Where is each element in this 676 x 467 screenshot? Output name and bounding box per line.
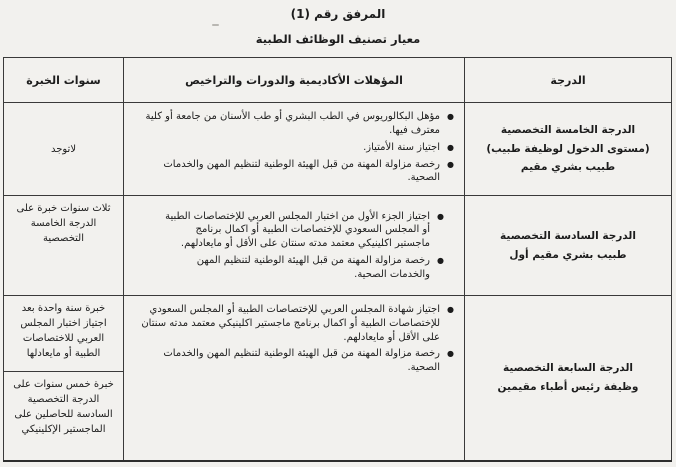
bullet-icon: ● <box>447 112 454 121</box>
bullet-icon: ● <box>437 211 444 221</box>
experience-cell <box>4 196 124 296</box>
grade-cell <box>465 296 672 461</box>
experience-text: خبرة سنة واحدة بعد اجتياز اختبار المجلس العربي للاختصاصات الطبية أو مايعادلها <box>20 303 107 359</box>
classification-table <box>3 57 672 462</box>
qualifications-cell <box>124 296 465 461</box>
header-row <box>4 58 672 103</box>
experience-cell <box>4 103 124 196</box>
qualifications-cell <box>124 196 465 296</box>
table-row <box>4 296 672 372</box>
page-title: المرفق رقم (1) <box>290 7 386 21</box>
list-item <box>158 210 444 251</box>
grade-cell <box>465 196 672 296</box>
grade-line: الدرجة السابعة التخصصية <box>502 362 634 375</box>
grade-line: طبيب بشري مقيم أول <box>509 248 627 261</box>
qualification-text: اجتياز الجزء الأول من اختبار المجلس العربي للإختصاصات الطبية أو المجلس السعودي للإختصاصات الطبية أو اكمال برنامج ماجستير اكلينيكي معتمد مدته سنتان على الأقل أو مايعادلهم. <box>165 210 431 250</box>
scan-artifact <box>212 24 219 26</box>
qualification-text: اجتياز سنة الأمتياز. <box>363 141 441 153</box>
experience-cell <box>4 372 124 461</box>
list-item <box>132 347 454 375</box>
qualification-text: رخصة مزاولة المهنة من قبل الهيئة الوطنية لتنظيم المهن والخدمات الصحية. <box>196 254 431 280</box>
grade-line: وظيفة رئيس أطباء مقيمين <box>497 380 639 393</box>
experience-text: خبرة خمس سنوات على الدرجة التخصصية السادسة للحاصلين على الماجستير الإكلينيكي <box>13 379 114 435</box>
grade-line: (مستوى الدخول لوظيفة طبيب) <box>486 142 650 155</box>
qualifications-cell <box>124 103 465 196</box>
grade-line: الدرجة الخامسة التخصصية <box>500 124 636 137</box>
grade-cell <box>465 103 672 196</box>
header-experience: سنوات الخبرة <box>4 58 124 103</box>
qualification-text: رخصة مزاولة المهنة من قبل الهيئة الوطنية لتنظيم المهن والخدمات الصحية. <box>163 158 441 184</box>
grade-line: الدرجة السادسة التخصصية <box>500 230 636 243</box>
list-item <box>132 141 454 155</box>
list-item <box>132 158 454 186</box>
table-row <box>4 196 672 296</box>
bullet-icon: ● <box>447 349 454 359</box>
qualification-text: مؤهل البكالوريوس في الطب البشري أو طب الأسنان من جامعة أو كلية معترف فيها. <box>145 111 441 136</box>
page-subtitle: معيار تصنيف الوظائف الطبية <box>255 32 421 46</box>
bullet-icon: ● <box>447 305 454 314</box>
list-item <box>132 303 454 344</box>
table-row <box>4 103 672 196</box>
grade-line: طبيب بشري مقيم <box>520 161 616 174</box>
bullet-icon: ● <box>447 142 454 152</box>
experience-cell <box>4 296 124 372</box>
bullet-icon: ● <box>437 255 444 265</box>
header-grade: الدرجة <box>465 58 672 103</box>
experience-text: لاتوجد <box>50 143 77 155</box>
qualification-text: رخصة مزاولة المهنة من قبل الهيئة الوطنية لتنظيم المهن والخدمات الصحية. <box>163 348 441 374</box>
bullet-icon: ● <box>447 159 454 169</box>
list-item <box>132 110 454 138</box>
qualification-text: اجتياز شهادة المجلس العربي للإختصاصات الطبية أو المجلس السعودي للإختصاصات الطبية أو اكمال برنامج ماجستير اكلينيكي معتمد مدته سنتان على الأقل أو مايعادلهم. <box>141 304 441 343</box>
list-item <box>158 254 444 282</box>
header-qualifications: المؤهلات الأكاديمية والدورات والتراخيص <box>124 58 465 103</box>
experience-text: ثلاث سنوات خبرة على الدرجة الخامسة التخصصية <box>16 203 111 244</box>
